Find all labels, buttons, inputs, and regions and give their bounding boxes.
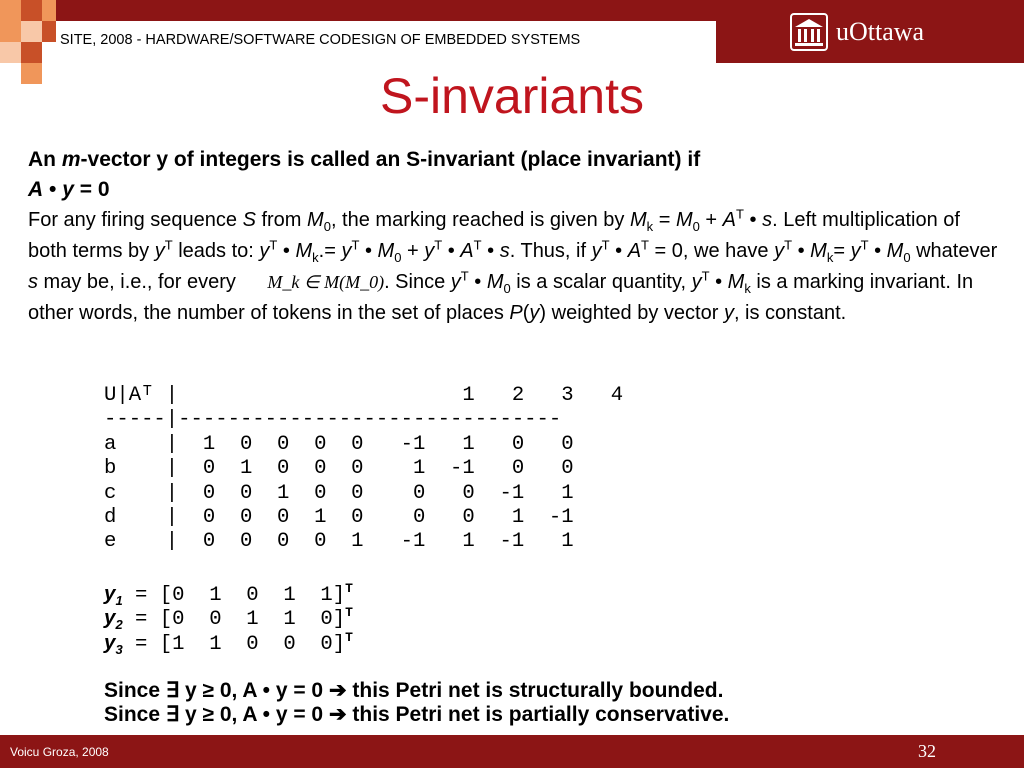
formula-mk-in-reach: M_k ∈ M(M_0) — [267, 272, 385, 292]
definition-line-1: An m-vector y of integers is called an S-invariant (place invariant) if — [28, 148, 701, 171]
page-number: 32 — [918, 741, 936, 761]
decor-square — [0, 21, 21, 42]
conclusion-structurally-bounded: Since ∃ y ≥ 0, A • y = 0 ➔ this Petri net is structurally bounded. — [104, 679, 724, 702]
decor-square — [42, 21, 56, 42]
slide-title: S-invariants — [380, 68, 644, 124]
footer-author: Voicu Groza, 2008 — [10, 745, 109, 759]
course-title: SITE, 2008 - HARDWARE/SOFTWARE CODESIGN OF EMBEDDED SYSTEMS — [60, 32, 581, 48]
decor-square — [0, 0, 21, 21]
incidence-matrix: U|Aᵀ | 1 2 3 4 -----|------------------------------- a | 1 0 0 0 0 -1 1 0 0 b | 0 1 0 0 0 1 -1 0 0 c | 0 0 1 0 0 0 0 -1 1 d | 0 0 0 1 0 0 0 1 -1 e | 0 0 0 0 1 -1 1 -1 1 — [104, 384, 624, 554]
decor-square — [21, 0, 42, 21]
logo-text: uOttawa — [836, 16, 925, 46]
footer-bar — [0, 735, 1024, 768]
definition-line-2: A • y = 0 — [28, 178, 110, 201]
vector-y3: $y_3 = [1$ 1 0 0 0]$^T$ — [104, 630, 353, 658]
explanation-paragraph: For any firing sequence S from $M_0$, the marking reached is given by $M_k = M_0 + A^T$ • s. Left multiplication of both terms by $y^T$ leads to: $y^T$ • $M_k.= y^T$ • $M_0 + y^T$ • $A^T$ • s. Thus, if $y^T$ • $A^T = 0$, we have $y^T$ • $M_k= y^T$ • $M_0$ whatever s may be, i.e., for every M_k ∈ M(M_0). Since $y^T$ • $M_0$ is a scalar quantity, $y^T$ • $M_k$ is a marking invariant. In other words, the number of tokens in the set of places P(y) weighted by vector y, is constant. — [28, 206, 998, 324]
decor-square — [21, 42, 42, 63]
vector-y2: $y_2 = [0$ 0 1 1 0]$^T$ — [104, 605, 353, 633]
university-logo — [716, 0, 1024, 63]
decor-square — [21, 21, 42, 42]
slide-body — [28, 145, 998, 329]
vector-y1: $y_1 = [0$ 1 0 1 1]$^T$ — [104, 581, 353, 609]
conclusion-partially-conservative: Since ∃ y ≥ 0, A • y = 0 ➔ this Petri net is partially conservative. — [104, 703, 730, 726]
decor-square — [0, 42, 21, 63]
decor-square — [42, 0, 56, 21]
building-icon — [790, 13, 828, 51]
